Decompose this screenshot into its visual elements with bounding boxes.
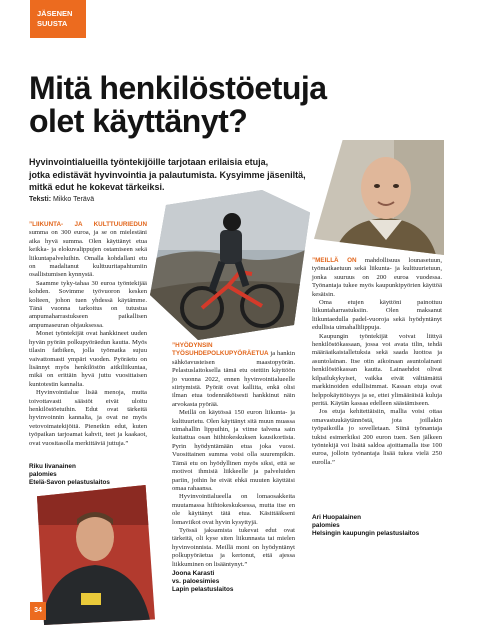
signature-role: palomies	[29, 471, 57, 479]
section-tag-line-1: JÄSENEN	[37, 9, 73, 18]
column-joona	[172, 342, 295, 569]
signature-joona	[172, 570, 233, 595]
signature-org: Lapin pelastuslaitos	[172, 586, 234, 594]
byline-author: Mikko Terävä	[53, 196, 95, 203]
signature-ari	[312, 514, 419, 539]
column-riku-para-2: Saamme tyky-tahaa 30 euroa työntekijää kohden. Sovimme työvuoron kesken kolteen, johon tuen yhdessä käytämme. Tänä vuonna tarkoitus on tutustua ampumaharrastukseen paikallisen ampumaseuran ohjauksessa.	[29, 279, 147, 329]
title-line-2: olet käyttänyt?	[29, 103, 248, 139]
signature-name: Ari Huopalainen	[312, 514, 362, 521]
column-joona-para-1: ”HYÖDYNSIN TYÖSUHDEPOLKUPYÖRÄETUA ja hankin sähköavusteisen maastopyörän. Pelastuslaitoksella tämä etu otettiin käyttöön jo vuonna 2022, ennen hyvinvointialueelle siirtymistä. Pyörät ovat kalliita, enkä olisi ilman etua todennäköisesti hankkinut näin arvokasta pyörää.	[172, 342, 295, 408]
lead-line-2: jotka edistävät hyvinvointia ja palautumista. Kysyimme jäseniltä,	[29, 169, 306, 180]
column-joona-para-2: Meillä on käytössä 150 euron liikunta- ja kulttuurietu. Olen käyttänyt sitä muun muassa uimahallin lippuihin, ja viime talvena sain kuitattua osan hiihtokeskuksen kausikortista. Pyrin hyödyntämään etua joka vuosi. Vuosittainen summa voisi olla suurempikin. Tämä etu on hyödyllinen myös siksi, että se motivoi ihmisiä liikkeelle ja palveluiden pariin, joihin he eivät ehkä muuten käyttäisi omaa rahaansa.	[172, 409, 295, 492]
column-ari-para-2: Oma etujen käyttöni painottuu liikuntaharrastuksiin. Olen maksanut liikuntaedulla padel-vuoroja sekä hyödyntänyt edullisia uimahallilippuja.	[312, 299, 442, 332]
section-tag	[30, 0, 86, 38]
signature-role: vs. paloesimies	[172, 578, 220, 586]
column-joona-para-4: Työssä jaksamista tukevat edut ovat tärkeitä, oli kyse siten liikunnasta tai mielen hyvinvoinnista. Meillä moni on hyödyntänyt polkupyöräetua ja kertonut, että ajessa liikkuminen on lisääntynyt.”	[172, 526, 295, 568]
lead-line-1: Hyvinvointialueilla työntekijöille tarjotaan erilaisia etuja,	[29, 157, 269, 167]
section-tag-line-2: SUUSTA	[37, 19, 68, 28]
byline-label: Teksti:	[29, 196, 52, 203]
title-line-1: Mitä henkilöstöetuja	[29, 70, 327, 106]
article-title	[29, 72, 429, 138]
signature-name: Joona Karasti	[172, 570, 215, 577]
signature-org: Etelä-Savon pelastuslaitos	[29, 479, 110, 487]
lead-line-3: mitkä edut he kokevat tärkeiksi.	[29, 182, 165, 192]
byline	[29, 196, 94, 203]
signature-role: palomies	[312, 522, 340, 530]
photo-portrait-riku	[37, 485, 155, 625]
column-joona-para-3: Hyvinvointialueella on lomaosakkeita muutamassa hiihtokeskuksessa, mutta itse en ole käyttänyt tätä etua. Käsittääkseni lomaviikot ovat hyvin kysyttyjä.	[172, 493, 295, 526]
column-riku	[29, 221, 147, 448]
column-ari	[312, 257, 442, 467]
column-ari-para-3: Kaupungin työntekijät voivat liittyä henkilöstökassaan, jossa voi avata tilin, tehdä määräaikaistalletuksia sekä saada luottoa ja asuntolainan. Itse otin aikoinaan asuntolainani henkilöstökassan kautta. Lainaehdot olivat kilpailukykyiset, vaikka eivät välttämättä markkinoiden edullisimmat. Kassan etuja ovat helppokäyttöisyys ja se, ettei ylimääräisiä kuluja peritä. Käytän kassaa edelleen säästämiseen.	[312, 332, 442, 407]
column-ari-para-1: ”MEILLÄ ON mahdollisuus lounasetuun, työmatkaetuun sekä liikunta- ja kulttuurietuun, jonka suuruus on 200 euroa vuodessa. Työnantaja tukee myös kaupunkipyörien käyttöä kesäisin.	[312, 257, 442, 298]
column-riku-para-1: ”LIIKUNTA- JA KULTTUURIEDUN summa on 300 euroa, ja se on mielestäni aika hyvä summa. Olen käyttänyt etua keikka- ja elokuvalippujen ostamiseen sekä liikuntapalveluihin. Omalla kohdallani etu on madaltanut kulttuuritapahtumiin osallistumisen kynnystä.	[29, 221, 147, 279]
column-ari-keyword: ”MEILLÄ ON	[312, 257, 357, 264]
column-ari-para-4: Jos etuja kehitettäisiin, mallia voisi ottaa omavastuukäytännöstä, jota joillakin työpaikoilla jo sovelletaan. Siinä työnantaja tukisi esimerkiksi 200 euron tuen. Sen jälkeen työntekijä voi lisätä saldoa ajoittamalla itse 100 euroa, jolloin työnantaja lisää tukea vielä 250 eurolla.”	[312, 408, 442, 466]
signature-riku	[29, 463, 110, 488]
signature-name: Riku Iivanainen	[29, 463, 76, 470]
column-riku-para-3: Monet työntekijät ovat hankkineet uuden hyvän pyörän polkupyöräedun kautta. Myös tilasin fatbiken, jolla työmatka sujuu vaivattomasti ympäri vuoden. Pyöräetu on lisännyt myös henkilöstön aitkiliikuntaa, mikä on erittäin hyvä juttu vuosittaisen kuntotestin kannalta.	[29, 330, 147, 388]
signature-org: Helsingin kaupungin pelastuslaitos	[312, 530, 420, 538]
column-joona-keyword: ”HYÖDYNSIN TYÖSUHDEPOLKUPYÖRÄETUA	[172, 342, 269, 358]
column-riku-para-4: Hyvinvointialue lisää menoja, mutta toivottavasti säästöt eivät uloitu henkilöstöetuihin. Edut ovat tärkeitä hyvinvoinnin kannalta, ja ovat ne myös vetovoimatekijöitä. Pienetkin edut, kuten työpaikan tarjoamat kahvit, teet ja kaakaot, ovat vuositasolla merkittäviä juttuja.”	[29, 389, 147, 447]
column-riku-keyword: ”LIIKUNTA- JA KULTTUURIEDUN	[29, 221, 147, 228]
photo-cyclist	[150, 190, 310, 340]
page-number: 34	[30, 602, 46, 620]
